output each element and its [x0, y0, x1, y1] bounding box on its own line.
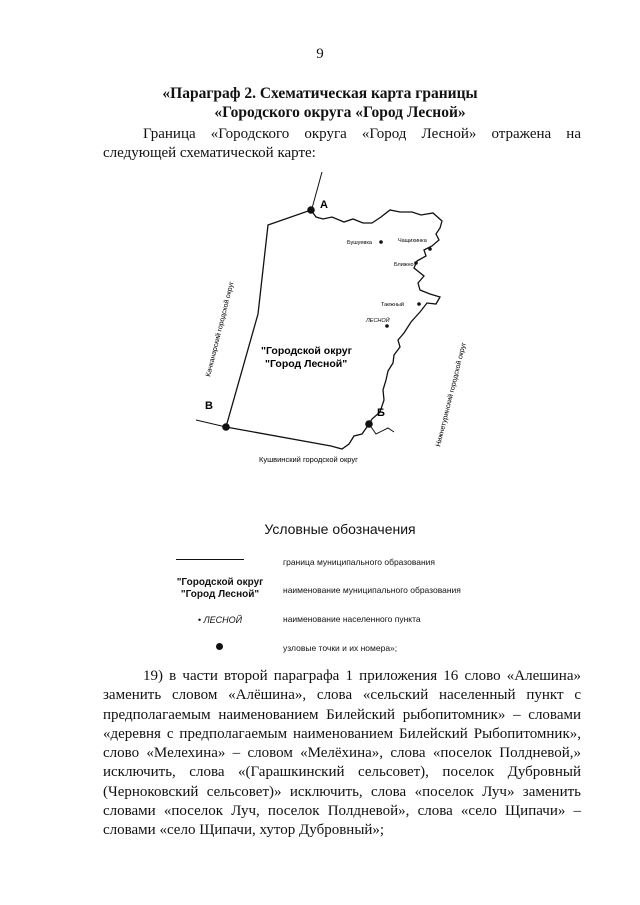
- legend-boundary-line: [176, 559, 244, 560]
- settlement-label-chashchikha: Чащихинка: [398, 238, 427, 244]
- node-label-a: А: [320, 199, 328, 211]
- node-point-a: [307, 206, 315, 214]
- legend-name-sample-line-1: "Городской округ: [176, 577, 264, 588]
- legend-settlement-sample: • ЛЕСНОЙ: [197, 615, 243, 625]
- node-label-v: В: [205, 400, 213, 412]
- amendment-paragraph: 19) в части второй параграфа 1 приложения 16 слово «Алешина» заменить словом «Алёшина», слова «сельский населенный пункт с предполагаемым наименованием Билейский рыбопитомник» – словами «деревня с предполагаемым наименованием Билейский Рыбопитомник», слово «Мелехина» – словом «Мелёхина», слова «поселок Полдневой,» исключить, слова «(Гарашкинский сельсовет), поселок Дубровный (Черноковский сельсовет)» исключить, слова «поселок Луч» заменить словами «поселок Луч, поселок Полдневой», слова «село Щипачи» – словами «село Щипачи, хутор Дубровный»;: [103, 668, 581, 839]
- road-line-v: [196, 420, 226, 427]
- neighbor-label-south: Кушвинский городской округ: [259, 455, 358, 464]
- road-line-b: [369, 424, 394, 434]
- legend-name-sample-line-2: "Город Лесной": [180, 589, 260, 600]
- settlement-dot-chashchikha: [428, 247, 432, 251]
- node-point-b: [365, 420, 373, 428]
- intro-paragraph: Граница «Городского округа «Город Лесной» отражена на следующей схематической карте:: [103, 126, 581, 161]
- section-heading-line-2: «Городского округа «Город Лесной»: [214, 104, 466, 121]
- legend-name-sample: [160, 577, 280, 601]
- settlement-label-tayozhny: Таежный: [381, 302, 404, 308]
- settlement-dot-blizhn: [414, 261, 418, 265]
- section-heading-line-1: «Параграф 2. Схематическая карта границы: [162, 85, 478, 102]
- page-number: 9: [316, 46, 324, 62]
- settlement-dot-bushuevo: [379, 240, 383, 244]
- legend-desc-nodes: узловые точки и их номера»;: [283, 643, 398, 653]
- settlement-label-lesnoy: ЛЕСНОЙ: [366, 318, 390, 324]
- settlement-dot-tayozhny: [417, 302, 421, 306]
- settlement-label-blizhn: Ближно: [394, 262, 414, 268]
- neighbor-label-east: Нижнетуринский городской округ: [435, 341, 468, 448]
- settlement-label-bushuevo: Бушуевка: [347, 240, 372, 246]
- node-point-v: [222, 423, 230, 431]
- settlement-dot-lesnoy: [385, 324, 389, 328]
- legend-node-dot: [216, 643, 223, 650]
- neighbor-label-west: Качканарский городской округ: [205, 280, 236, 378]
- legend-desc-name: наименование муниципального образования: [283, 585, 461, 595]
- municipality-name-line-1: "Городской округ: [261, 345, 352, 357]
- municipality-name-line-2: "Город Лесной": [265, 358, 348, 370]
- municipal-boundary: [226, 210, 442, 449]
- legend-desc-settlement: наименование населенного пункта: [283, 614, 421, 624]
- legend-title: Условные обозначения: [264, 521, 416, 537]
- node-label-b: Б: [377, 407, 385, 419]
- legend-desc-boundary: граница муниципального образования: [283, 557, 436, 567]
